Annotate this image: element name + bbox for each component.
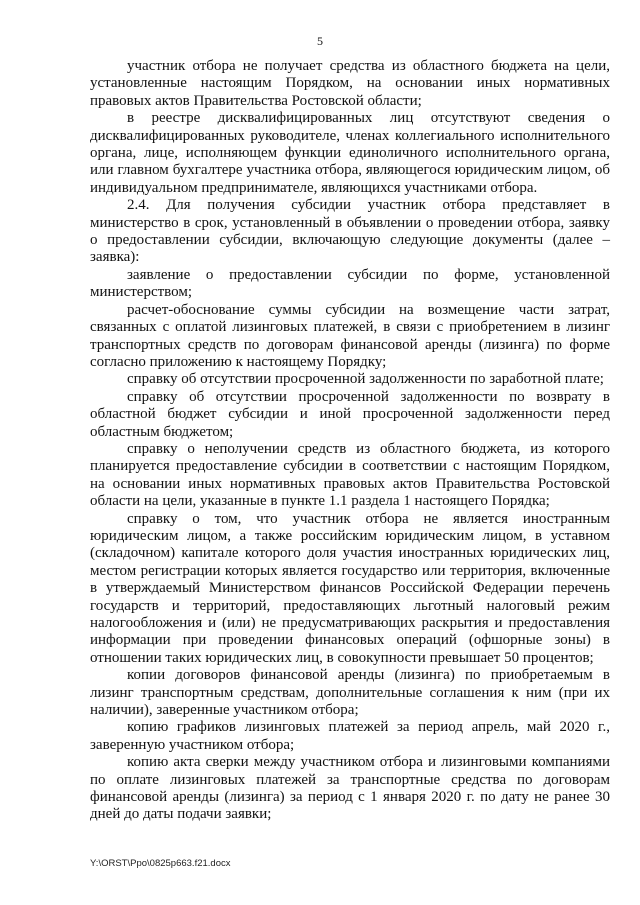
paragraph: справку об отсутствии просроченной задолженности по возврату в областной бюджет субсидии и иной просроченной задолженности перед областным бюджетом; [90, 388, 610, 440]
paragraph: копию графиков лизинговых платежей за период апрель, май 2020 г., заверенную участником отбора; [90, 719, 610, 753]
paragraph: справку о том, что участник отбора не является иностранным юридическим лицом, а также российским юридическим лицом, в уставном (складочном) капитале которого доля участия иностранных юридических лиц, местом регистрации которых является государство или территория, включенные в утверждаемый Министерством финансов Российской Федерации перечень государств и территорий, предоставляющих льготный налоговый режим налогообложения и (или) не предусматривающих раскрытия и предоставления информации при проведении финансовых операций (офшорные зоны) в отношении таких юридических лиц, в совокупности превышает 50 процентов; [90, 510, 610, 666]
paragraph: участник отбора не получает средства из областного бюджета на цели, установленные настоящим Порядком, на основании иных нормативных правовых актов Правительства Ростовской области; [90, 58, 610, 109]
paragraph: 2.4. Для получения субсидии участник отбора представляет в министерство в срок, установленный в объявлении о проведении отбора, заявку о предоставлении субсидии, включающую следующие документы (далее – заявка): [90, 197, 610, 266]
document-body [90, 58, 610, 824]
paragraph: справку об отсутствии просроченной задолженности по заработной плате; [127, 371, 604, 388]
file-path-footer: Y:\ORST\Ppo\0825p663.f21.docx [90, 858, 231, 869]
paragraph: заявление о предоставлении субсидии по форме, установленной министерством; [90, 266, 610, 301]
paragraph: копию акта сверки между участником отбора и лизинговыми компаниями по оплате лизинговых платежей за транспортные средства по договорам финансовой аренды (лизинга) за период с 1 января 2020 г. по дату не ранее 30 дней до даты подачи заявки; [90, 754, 610, 823]
paragraph: копии договоров финансовой аренды (лизинга) по приобретаемым в лизинг транспортным средствам, дополнительные соглашения к ним (при их наличии), заверенные участником отбора; [90, 667, 610, 719]
paragraph: в реестре дисквалифицированных лиц отсутствуют сведения о дисквалифицированных руководителе, членах коллегиального исполнительного органа, лице, исполняющем функции единоличного исполнительного органа, или главном бухгалтере участника отбора, являющегося юридическим лицом, об индивидуальном предпринимателе, являющихся участниками отбора. [90, 110, 610, 196]
paragraph: справку о неполучении средств из областного бюджета, из которого планируется предоставление субсидии в соответствии с настоящим Порядком, на основании иных нормативных правовых актов Правительства Ростовской области на цели, указанные в пункте 1.1 раздела 1 настоящего Порядка; [90, 440, 610, 510]
paragraph: расчет-обоснование суммы субсидии на возмещение части затрат, связанных с оплатой лизинговых платежей, в связи с приобретением в лизинг транспортных средств по договорам финансовой аренды (лизинга) по форме согласно приложению к настоящему Порядку; [90, 301, 610, 370]
page-number: 5 [317, 34, 323, 48]
